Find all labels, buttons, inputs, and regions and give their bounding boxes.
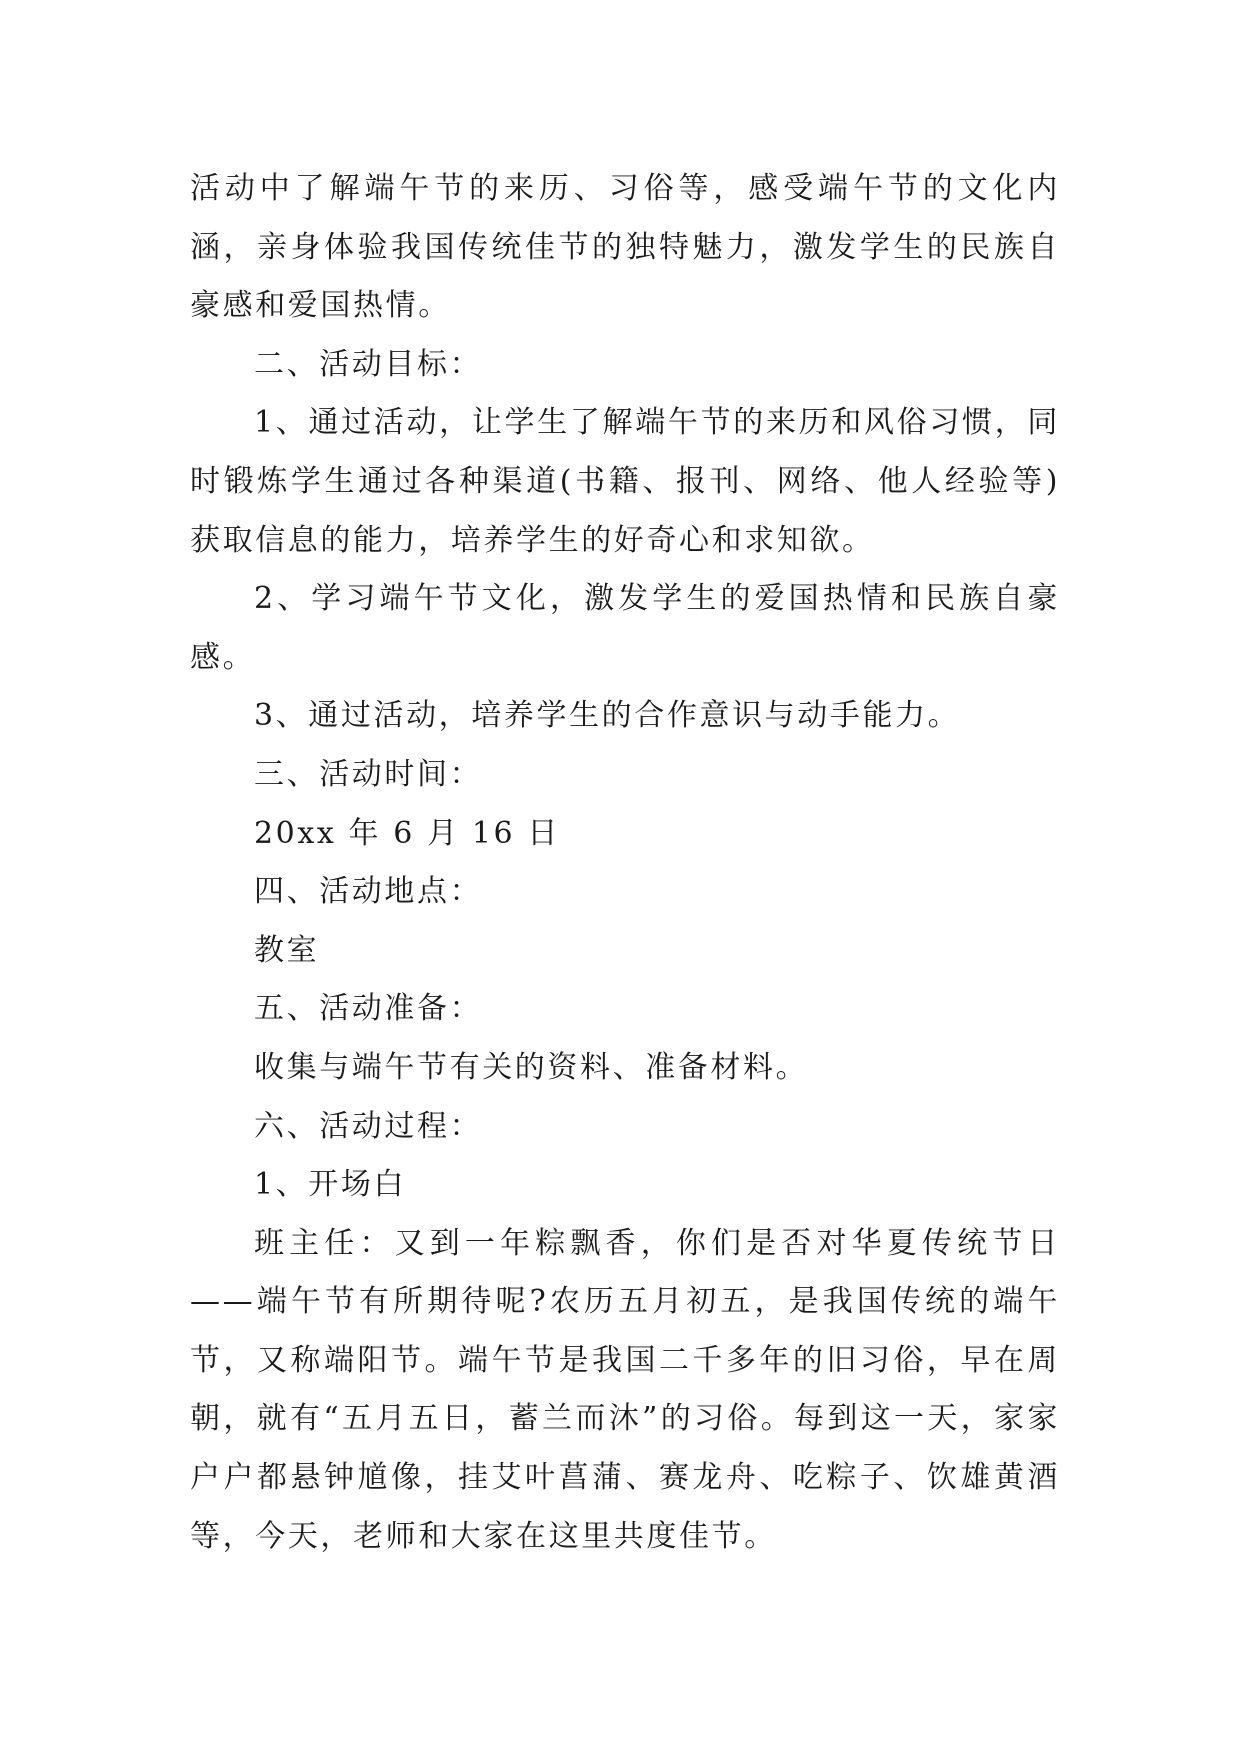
goal-item-1: 1、通过活动，让学生了解端午节的来历和风俗习惯，同时锻炼学生通过各种渠道(书籍、报刊、网络、他人经验等)获取信息的能力，培养学生的好奇心和求知欲。: [190, 405, 1060, 558]
heading-activity-location: 四、活动地点：: [254, 874, 483, 910]
activity-preparation: 收集与端午节有关的资料、准备材料。: [254, 1049, 809, 1085]
heading-activity-time: 三、活动时间：: [254, 756, 483, 792]
heading-activity-process: 六、活动过程：: [254, 1108, 483, 1144]
activity-date: 20xx 年 6 月 16 日: [254, 815, 560, 851]
heading-activity-goals: 二、活动目标：: [254, 346, 483, 382]
heading-activity-preparation: 五、活动准备：: [254, 991, 483, 1027]
goal-item-3: 3、通过活动，培养学生的合作意识与动手能力。: [254, 698, 961, 734]
goal-item-2: 2、学习端午节文化，激发学生的爱国热情和民族自豪感。: [190, 581, 1060, 675]
process-item-1: 1、开场白: [254, 1167, 407, 1203]
document-body: [190, 160, 1060, 1566]
activity-location: 教室: [254, 932, 320, 968]
paragraph-intro-continuation: 活动中了解端午节的来历、习俗等，感受端午节的文化内涵，亲身体验我国传统佳节的独特魅力，激发学生的民族自豪感和爱国热情。: [190, 171, 1060, 324]
teacher-opening-speech: 班主任：又到一年粽飘香，你们是否对华夏传统节日——端午节有所期待呢?农历五月初五，是我国传统的端午节，又称端阳节。端午节是我国二千多年的旧习俗，早在周朝，就有“五月五日，蓄兰而沐”的习俗。每到这一天，家家户户都悬钟馗像，挂艾叶菖蒲、赛龙舟、吃粽子、饮雄黄酒等，今天，老师和大家在这里共度佳节。: [190, 1225, 1060, 1554]
